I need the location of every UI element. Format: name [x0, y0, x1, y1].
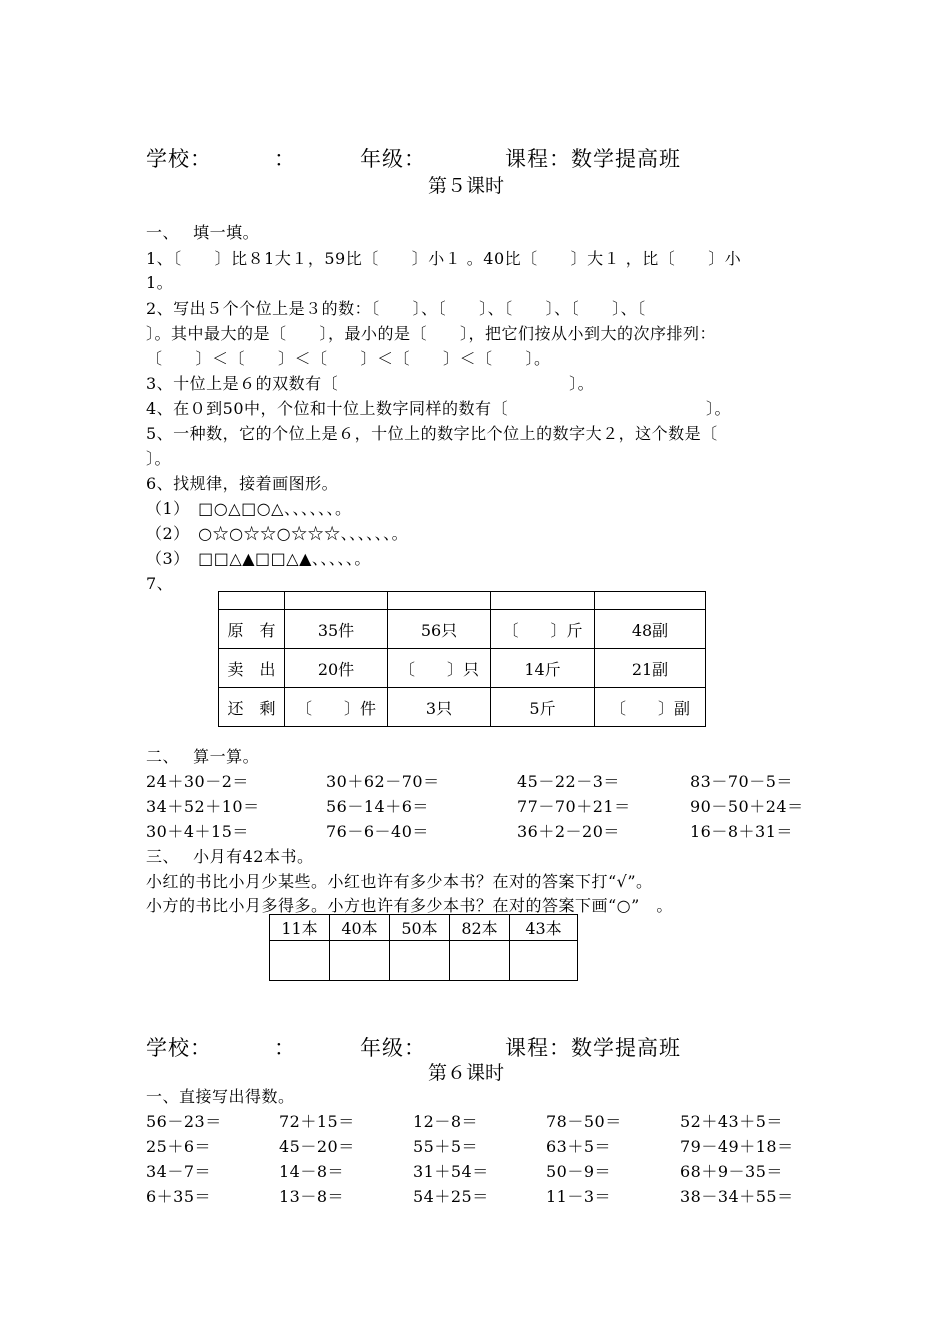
question-1-line2: 1。 [146, 273, 174, 292]
calc-item: 36＋2－20＝ [517, 822, 620, 841]
calc-item: 34－7＝ [146, 1162, 212, 1181]
question-1-line1: 1、〔 〕比８1大１，59比〔 〕小１ 。40比〔 〕大１ ，比〔 〕小 [146, 249, 742, 268]
calc-item: 34＋52＋10＝ [146, 797, 260, 816]
calc-item: 16－8＋31＝ [690, 822, 793, 841]
calc-item: 78－50＝ [546, 1112, 622, 1131]
table-cell: 48副 [595, 610, 706, 649]
table-row [219, 592, 706, 610]
calc-item: 56－23＝ [146, 1112, 222, 1131]
section1-heading: 一、 填一填。 [146, 223, 260, 242]
question-2-line3: 〔 〕＜〔 〕＜〔 〕＜〔 〕＜〔 〕。 [146, 349, 551, 368]
calc-item: 68＋9－35＝ [680, 1162, 783, 1181]
question-6-pattern-3: （3） □□△▲□□△▲、、、、、。 [146, 549, 371, 568]
answer-cell [390, 941, 450, 981]
table-row [219, 649, 706, 688]
question-6-pattern-1: （1） □○△□○△、、、、、、。 [146, 499, 352, 518]
table-cell: 20件 [285, 649, 388, 688]
calc-item: 50－9＝ [546, 1162, 612, 1181]
lesson6-section1-heading: 一、直接写出得数。 [146, 1087, 295, 1106]
answer-cell [270, 941, 330, 981]
table-cell: 〔 〕副 [595, 688, 706, 727]
table-cell [491, 592, 595, 610]
calc-item: 6＋35＝ [146, 1187, 212, 1206]
answer-cell [510, 941, 578, 981]
question-6-pattern-2: （2） ○☆○☆☆○☆☆☆、、、、、、。 [146, 524, 409, 543]
calc-item: 31＋54＝ [413, 1162, 489, 1181]
table-cell: 35件 [285, 610, 388, 649]
school-colon: ： [274, 1036, 296, 1060]
question-5-line1: 5、一种数，它的个位上是６，十位上的数字比个位上的数字大２，这个数是〔 [146, 424, 718, 443]
calc-item: 90－50＋24＝ [690, 797, 804, 816]
lesson5-title: 第５课时 [428, 175, 505, 197]
answer-cell [450, 941, 510, 981]
calc-item: 25＋6＝ [146, 1137, 212, 1156]
calc-item: 76－6－40＝ [326, 822, 429, 841]
calc-item: 30＋62－70＝ [326, 772, 440, 791]
goods-table [218, 591, 706, 727]
calc-item: 77－70＋21＝ [517, 797, 631, 816]
section3-line2: 小方的书比小月多得多。小方也许有多少本书？在对的答案下画“○” 。 [146, 896, 673, 915]
table-cell [388, 592, 491, 610]
book-option: 11本 [270, 915, 330, 941]
school-colon: ： [274, 147, 296, 171]
row-header-remaining: 还 剩 [219, 688, 285, 727]
table-cell: 14斤 [491, 649, 595, 688]
calc-item: 52＋43＋5＝ [680, 1112, 783, 1131]
table-cell: 56只 [388, 610, 491, 649]
calc-item: 83－70－5＝ [690, 772, 793, 791]
calc-item: 55＋5＝ [413, 1137, 479, 1156]
table-row [270, 915, 578, 941]
table-cell: 〔 〕斤 [491, 610, 595, 649]
row-header-sold: 卖 出 [219, 649, 285, 688]
course-label: 课程：数学提高班 [505, 1036, 681, 1060]
question-2-line1: 2、写出５个个位上是３的数：〔 〕、〔 〕、〔 〕、〔 〕、〔 [146, 299, 646, 318]
question-3: 3、十位上是６的双数有〔 〕。 [146, 374, 595, 393]
calc-item: 79－49＋18＝ [680, 1137, 794, 1156]
school-label: 学校： [146, 147, 212, 171]
table-cell: 21副 [595, 649, 706, 688]
calc-item: 45－22－3＝ [517, 772, 620, 791]
table-cell [285, 592, 388, 610]
book-option: 50本 [390, 915, 450, 941]
school-label: 学校： [146, 1036, 212, 1060]
question-6: 6、找规律，接着画图形。 [146, 474, 339, 493]
calc-item: 13－8＝ [279, 1187, 345, 1206]
book-option: 40本 [330, 915, 390, 941]
table-row [219, 688, 706, 727]
book-option: 43本 [510, 915, 578, 941]
calc-item: 45－20＝ [279, 1137, 355, 1156]
table-cell [219, 592, 285, 610]
books-table [269, 914, 578, 981]
calc-item: 14－8＝ [279, 1162, 345, 1181]
table-cell [595, 592, 706, 610]
calc-item: 30＋4＋15＝ [146, 822, 249, 841]
calc-item: 24＋30－2＝ [146, 772, 249, 791]
table-row [270, 941, 578, 981]
calc-item: 38－34＋55＝ [680, 1187, 794, 1206]
table-cell: 〔 〕件 [285, 688, 388, 727]
lesson6-title: 第６课时 [428, 1062, 505, 1084]
calc-item: 72＋15＝ [279, 1112, 355, 1131]
section2-heading: 二、 算一算。 [146, 747, 260, 766]
question-7: 7、 [146, 574, 174, 593]
table-cell: 5斤 [491, 688, 595, 727]
table-row [219, 610, 706, 649]
calc-item: 54＋25＝ [413, 1187, 489, 1206]
row-header-original: 原 有 [219, 610, 285, 649]
question-5-line2: 〕。 [146, 449, 172, 468]
question-4: 4、在０到50中，个位和十位上数字同样的数有〔 〕。 [146, 399, 732, 418]
answer-cell [330, 941, 390, 981]
book-option: 82本 [450, 915, 510, 941]
calc-item: 11－3＝ [546, 1187, 612, 1206]
calc-item: 12－8＝ [413, 1112, 479, 1131]
grade-label: 年级： [360, 1036, 426, 1060]
table-cell: 3只 [388, 688, 491, 727]
calc-item: 63＋5＝ [546, 1137, 612, 1156]
section3-heading: 三、 小月有42本书。 [146, 847, 314, 866]
section3-line1: 小红的书比小月少某些。小红也许有多少本书？在对的答案下打“√”。 [146, 872, 653, 891]
question-2-line2: 〕。其中最大的是〔 〕，最小的是〔 〕，把它们按从小到大的次序排列： [146, 324, 717, 343]
grade-label: 年级： [360, 147, 426, 171]
course-label: 课程：数学提高班 [505, 147, 681, 171]
calc-item: 56－14＋6＝ [326, 797, 429, 816]
table-cell: 〔 〕只 [388, 649, 491, 688]
